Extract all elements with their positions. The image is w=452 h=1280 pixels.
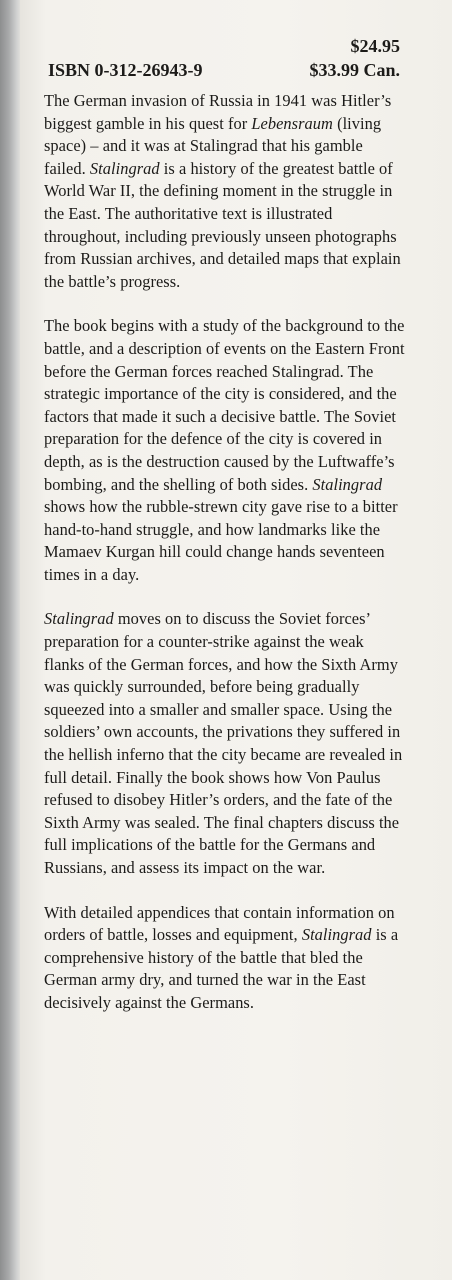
price-cad: $33.99 Can. (309, 60, 400, 80)
paragraph-4 (44, 902, 406, 1015)
text-span: shows how the rubble-strewn city gave rise to a bitter hand-to-hand struggle, and how landmarks like the Mamaev Kurgan hill could change hands seventeen times in a day. (44, 497, 398, 584)
spine-shadow (0, 0, 22, 1280)
text-span: moves on to discuss the Soviet forces’ preparation for a counter-strike against the weak flanks of the German forces, and how the Sixth Army was quickly surrounded, before being gradually squeezed into a smaller and smaller space. Using the soldiers’ own accounts, the privations they suffered in the hellish inferno that the city became are revealed in full detail. Finally the book shows how Von Paulus refused to disobey Hitler’s orders, and the fate of the Sixth Army was sealed. The final chapters discuss the full implications of the battle for the Germans and Russians, and assess its impact on the war. (44, 609, 403, 877)
book-title-italic: Stalingrad (301, 925, 372, 945)
isbn-number: ISBN 0-312-26943-9 (48, 60, 203, 80)
book-title-italic: Stalingrad (44, 609, 114, 629)
text-span: is a history of the greatest battle of World War II, the defining moment in the struggle in the East. The authoritative text is illustrated throughout, including previously unseen photographs from Russian archives, and detailed maps that explain the battle’s progress. (44, 158, 401, 291)
italic-term: Lebensraum (251, 113, 333, 133)
price-usd: $24.95 (350, 36, 400, 56)
price-block (309, 34, 400, 82)
text-span: (living space) – and it was at Stalingrad that his gamble failed. (44, 113, 382, 178)
paragraph-3 (44, 608, 406, 879)
text-span: The German invasion of Russia in 1941 was Hitler’s biggest gamble in his quest for (44, 91, 392, 133)
text-span: The book begins with a study of the background to the battle, and a description of events on the Eastern Front before the German forces reached Stalingrad. The strategic importance of the city is considered, and the factors that made it such a decisive battle. The Soviet preparation for the defence of the city is covered in depth, as is the destruction caused by the Luftwaffe’s bombing, and the shelling of both sides. (44, 316, 405, 494)
book-title-italic: Stalingrad (312, 474, 383, 494)
flap-copy (44, 90, 406, 1037)
text-span: is a comprehensive history of the battle that bled the German army dry, and turned the war in the East decisively against the Germans. (44, 925, 399, 1012)
book-title-italic: Stalingrad (89, 158, 160, 178)
text-span: With detailed appendices that contain information on orders of battle, losses and equipment, (44, 902, 395, 945)
paragraph-2 (44, 315, 406, 586)
paragraph-1 (44, 90, 406, 293)
